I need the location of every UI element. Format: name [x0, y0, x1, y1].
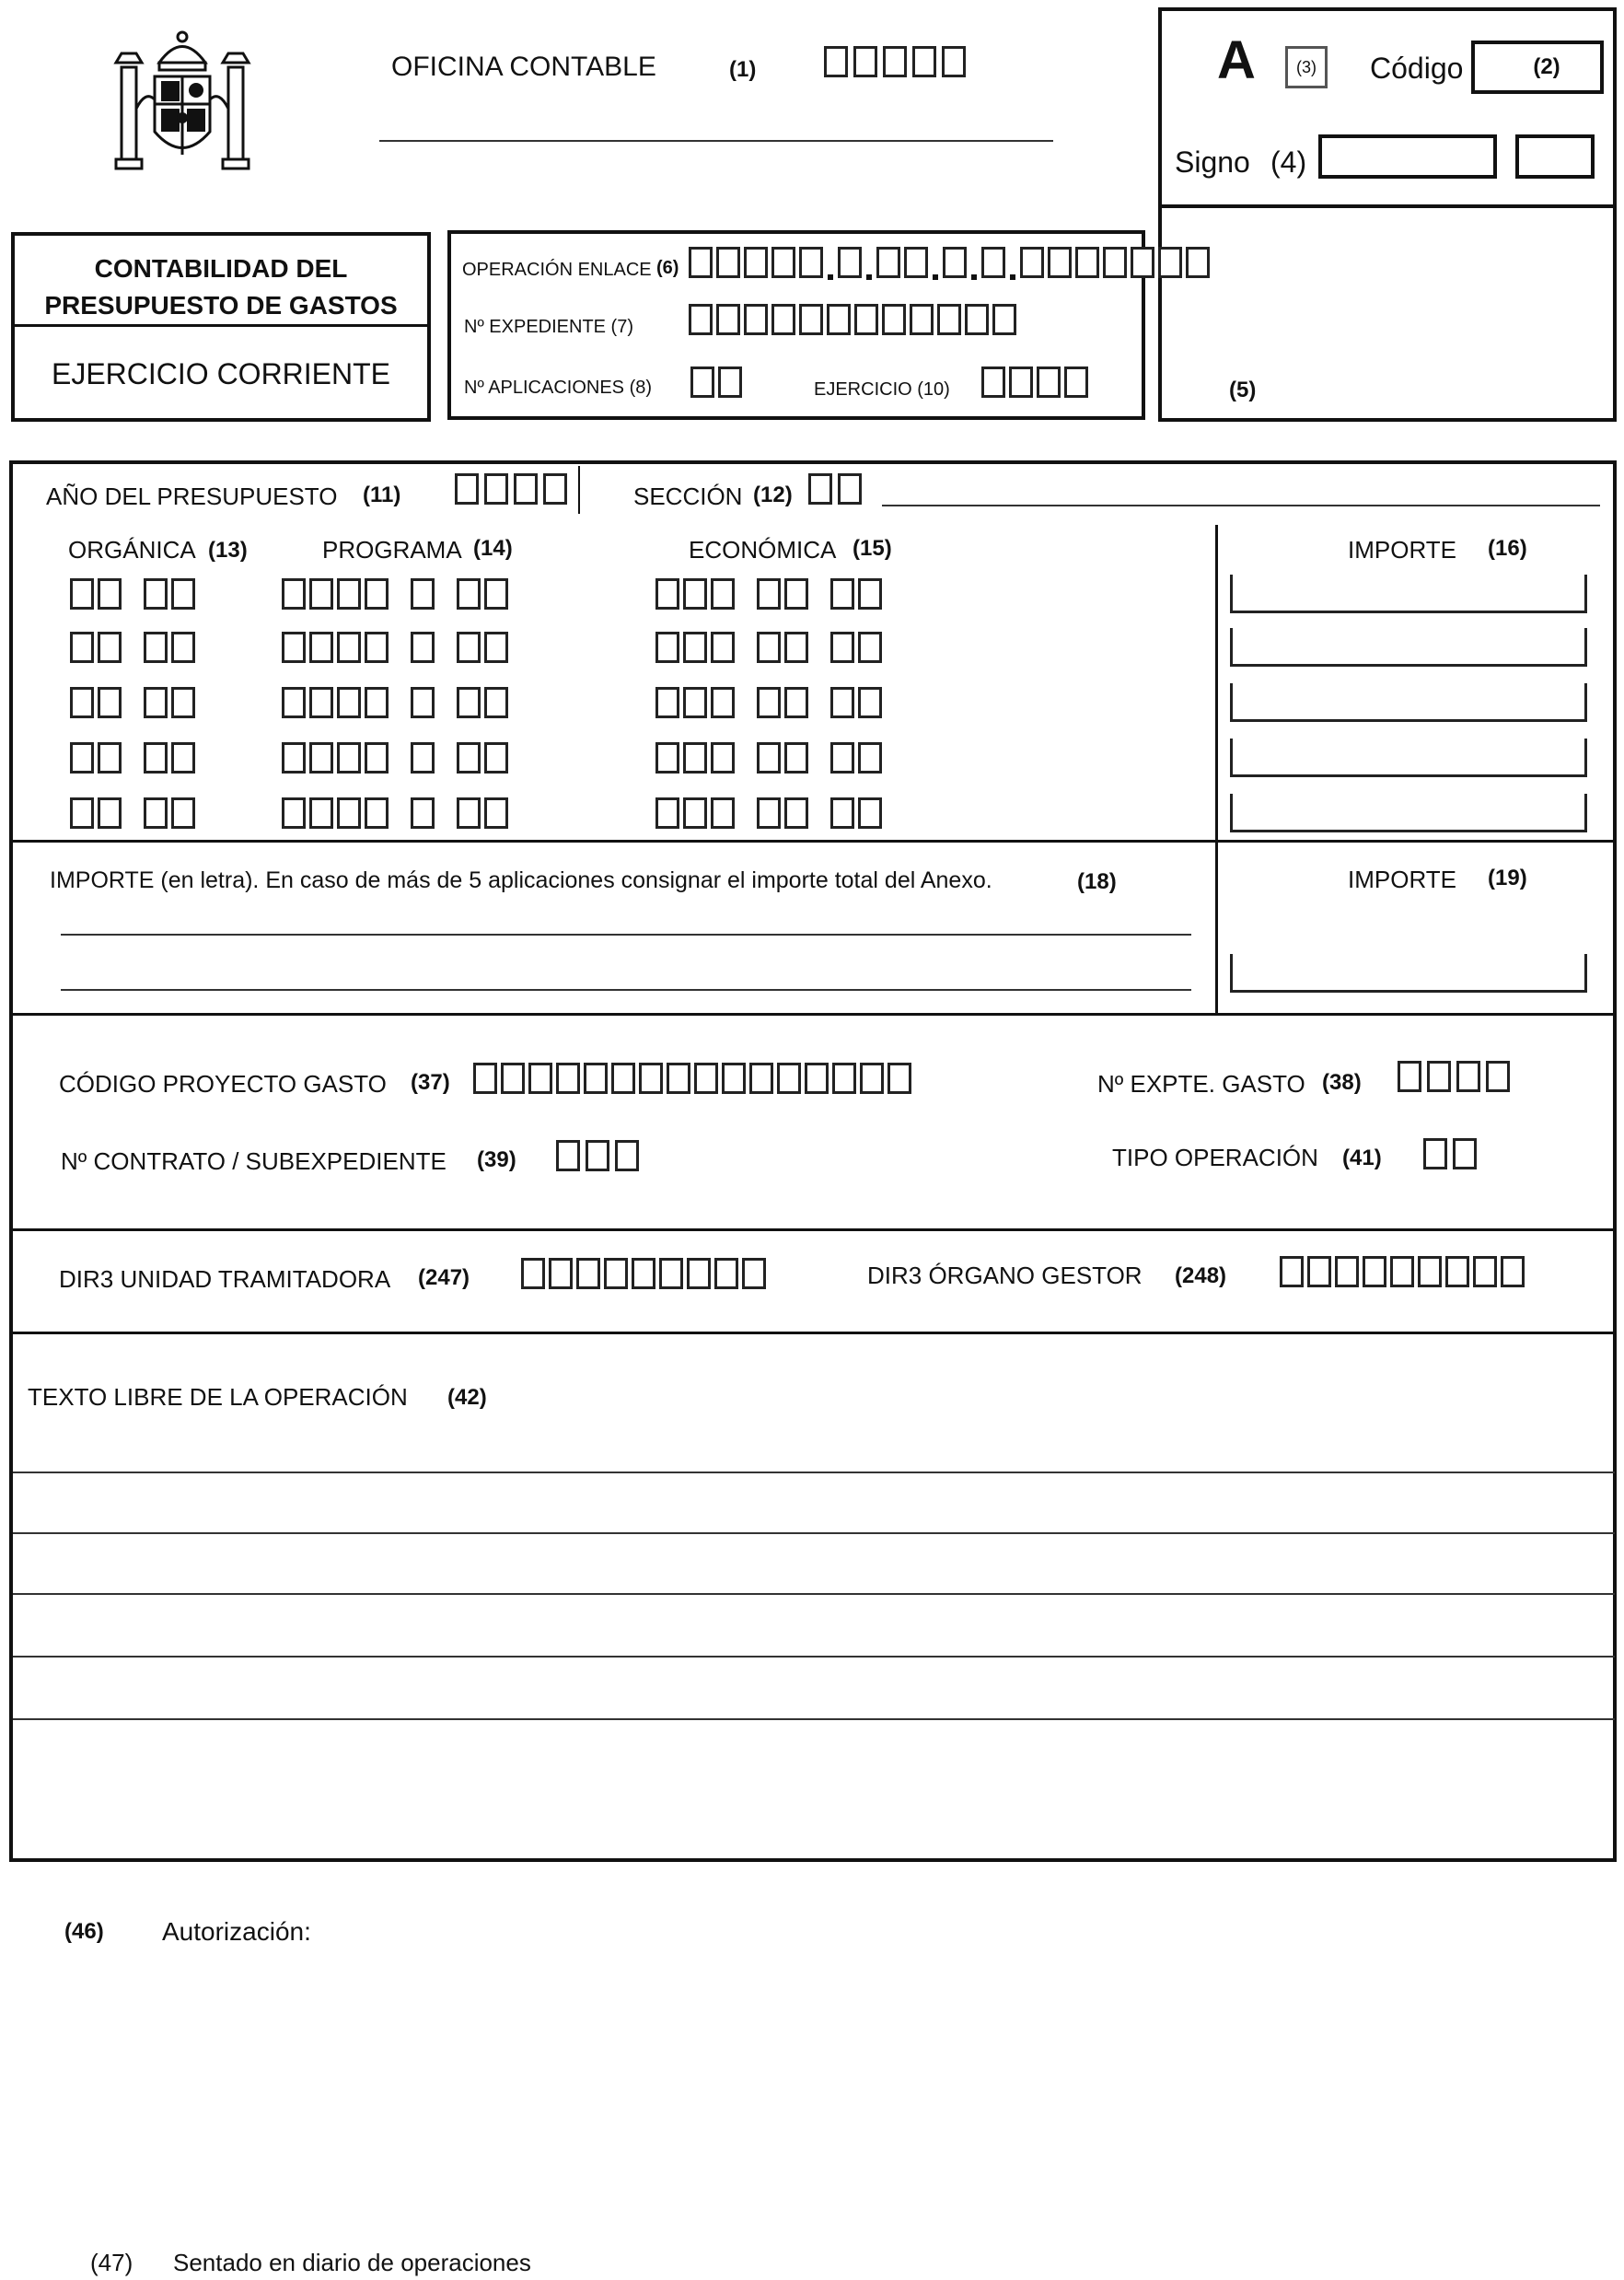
economica-label: ECONÓMICA [689, 536, 837, 564]
economica-cells[interactable] [655, 578, 882, 610]
dir3-organo-cells[interactable] [1280, 1256, 1525, 1287]
texto-libre-line-1[interactable] [13, 1472, 1615, 1473]
importe-num: (16) [1488, 536, 1527, 561]
doc-letter-num: (3) [1296, 57, 1317, 76]
coat-of-arms-icon [109, 26, 256, 182]
aplicaciones-cells[interactable] [690, 366, 742, 398]
programa-label: PROGRAMA [322, 536, 462, 564]
title-subtitle: EJERCICIO CORRIENTE [51, 357, 391, 390]
dir3-unidad-label: DIR3 UNIDAD TRAMITADORA [59, 1265, 391, 1293]
importe-letra-num: (18) [1077, 869, 1117, 894]
expte-gasto-label: Nº EXPTE. GASTO [1097, 1070, 1305, 1098]
seccion-num: (12) [753, 483, 793, 507]
economica-num: (15) [853, 536, 892, 561]
importe-letra-label: IMPORTE (en letra). En caso de más de 5 aplicaciones consignar el importe total del Anexo. [50, 867, 992, 893]
tipo-operacion-num: (41) [1342, 1146, 1382, 1170]
dir3-unidad-cells[interactable] [521, 1258, 766, 1289]
divider-project [9, 1228, 1617, 1231]
importe-field[interactable] [1230, 628, 1587, 667]
seccion-label: SECCIÓN [633, 483, 743, 510]
document-letter: A [1217, 30, 1256, 90]
organica-cells[interactable] [70, 742, 195, 774]
anio-cells[interactable] [455, 473, 567, 505]
organica-cells[interactable] [70, 632, 195, 663]
expte-gasto-cells[interactable] [1398, 1061, 1510, 1092]
doc-letter-box[interactable] [1285, 46, 1328, 88]
operacion-enlace-num: (6) [656, 258, 679, 278]
codigo-proyecto-cells[interactable] [473, 1063, 911, 1094]
ejercicio-cells[interactable] [981, 366, 1088, 398]
importe-column-divider [1215, 525, 1218, 1013]
oficina-contable-label: OFICINA CONTABLE [391, 52, 656, 82]
divider-budget [9, 840, 1617, 843]
importe-field[interactable] [1230, 739, 1587, 777]
box5-num: (5) [1229, 378, 1257, 402]
organica-cells[interactable] [70, 687, 195, 718]
tipo-operacion-cells[interactable] [1423, 1138, 1477, 1169]
economica-cells[interactable] [655, 797, 882, 829]
autorizacion-num: (46) [64, 1919, 104, 1944]
aplicaciones-label: Nº APLICACIONES (8) [464, 378, 653, 398]
importe-label: IMPORTE [1348, 536, 1456, 564]
texto-libre-label: TEXTO LIBRE DE LA OPERACIÓN [28, 1383, 408, 1411]
sentado-num: (47) [90, 2249, 133, 2276]
operacion-enlace-cells[interactable] [689, 247, 1210, 278]
anio-num: (11) [363, 483, 401, 507]
title-text [11, 250, 431, 324]
anio-seccion-divider [578, 466, 580, 514]
programa-num: (14) [473, 536, 513, 561]
codigo-proyecto-num: (37) [411, 1070, 450, 1095]
programa-cells[interactable] [282, 632, 508, 663]
expte-gasto-num: (38) [1322, 1070, 1362, 1095]
importe-total-field[interactable] [1230, 954, 1587, 993]
programa-cells[interactable] [282, 687, 508, 718]
importe-letra-line-1[interactable] [61, 934, 1191, 936]
economica-cells[interactable] [655, 742, 882, 774]
divider-importe-letra [9, 1013, 1617, 1016]
texto-libre-line-2[interactable] [13, 1532, 1615, 1534]
programa-cells[interactable] [282, 578, 508, 610]
seccion-cells[interactable] [808, 473, 862, 505]
signo-label: Signo [1175, 145, 1250, 179]
anio-label: AÑO DEL PRESUPUESTO [46, 483, 338, 510]
texto-libre-num: (42) [447, 1385, 487, 1410]
ejercicio-label: EJERCICIO (10) [814, 379, 950, 400]
title-line-2: PRESUPUESTO DE GASTOS [44, 291, 398, 320]
autorizacion-label: Autorización: [162, 1917, 311, 1946]
organica-label: ORGÁNICA [68, 536, 196, 564]
dir3-organo-label: DIR3 ÓRGANO GESTOR [867, 1262, 1143, 1289]
texto-libre-line-5[interactable] [13, 1718, 1615, 1720]
importe-letra-line-2[interactable] [61, 989, 1191, 991]
codigo-proyecto-label: CÓDIGO PROYECTO GASTO [59, 1070, 387, 1098]
importe-total-num: (19) [1488, 866, 1527, 890]
codigo-num: (2) [1533, 54, 1560, 79]
document-type-divider [1158, 204, 1617, 208]
economica-cells[interactable] [655, 687, 882, 718]
importe-field[interactable] [1230, 683, 1587, 722]
expediente-label: Nº EXPEDIENTE (7) [464, 317, 634, 337]
expediente-cells[interactable] [689, 304, 1016, 335]
dir3-unidad-num: (247) [418, 1265, 470, 1290]
seccion-underline [882, 505, 1600, 506]
texto-libre-line-3[interactable] [13, 1593, 1615, 1595]
title-line-1: CONTABILIDAD DEL [94, 254, 348, 283]
organica-cells[interactable] [70, 578, 195, 610]
importe-field[interactable] [1230, 575, 1587, 613]
sentado-label: Sentado en diario de operaciones [173, 2249, 531, 2276]
dir3-organo-num: (248) [1175, 1263, 1227, 1288]
oficina-contable-num: (1) [729, 57, 757, 82]
contrato-label: Nº CONTRATO / SUBEXPEDIENTE [61, 1147, 447, 1175]
importe-total-label: IMPORTE [1348, 866, 1456, 893]
contrato-cells[interactable] [556, 1140, 639, 1171]
economica-cells[interactable] [655, 632, 882, 663]
organica-num: (13) [208, 538, 248, 563]
title-box-divider [11, 324, 431, 327]
programa-cells[interactable] [282, 797, 508, 829]
codigo-label: Código [1370, 52, 1464, 85]
oficina-contable-cells[interactable] [824, 46, 966, 77]
signo-field[interactable] [1318, 134, 1497, 179]
contrato-num: (39) [477, 1147, 516, 1172]
divider-dir3 [9, 1332, 1617, 1334]
tipo-operacion-label: TIPO OPERACIÓN [1112, 1144, 1318, 1171]
signo-extra-field[interactable] [1515, 134, 1595, 179]
codigo-field[interactable] [1471, 41, 1604, 94]
signo-num: (4) [1270, 145, 1307, 179]
importe-field[interactable] [1230, 794, 1587, 832]
operacion-enlace-label: OPERACIÓN ENLACE [462, 260, 652, 280]
texto-libre-line-4[interactable] [13, 1656, 1615, 1658]
oficina-contable-underline [379, 140, 1053, 142]
programa-cells[interactable] [282, 742, 508, 774]
organica-cells[interactable] [70, 797, 195, 829]
